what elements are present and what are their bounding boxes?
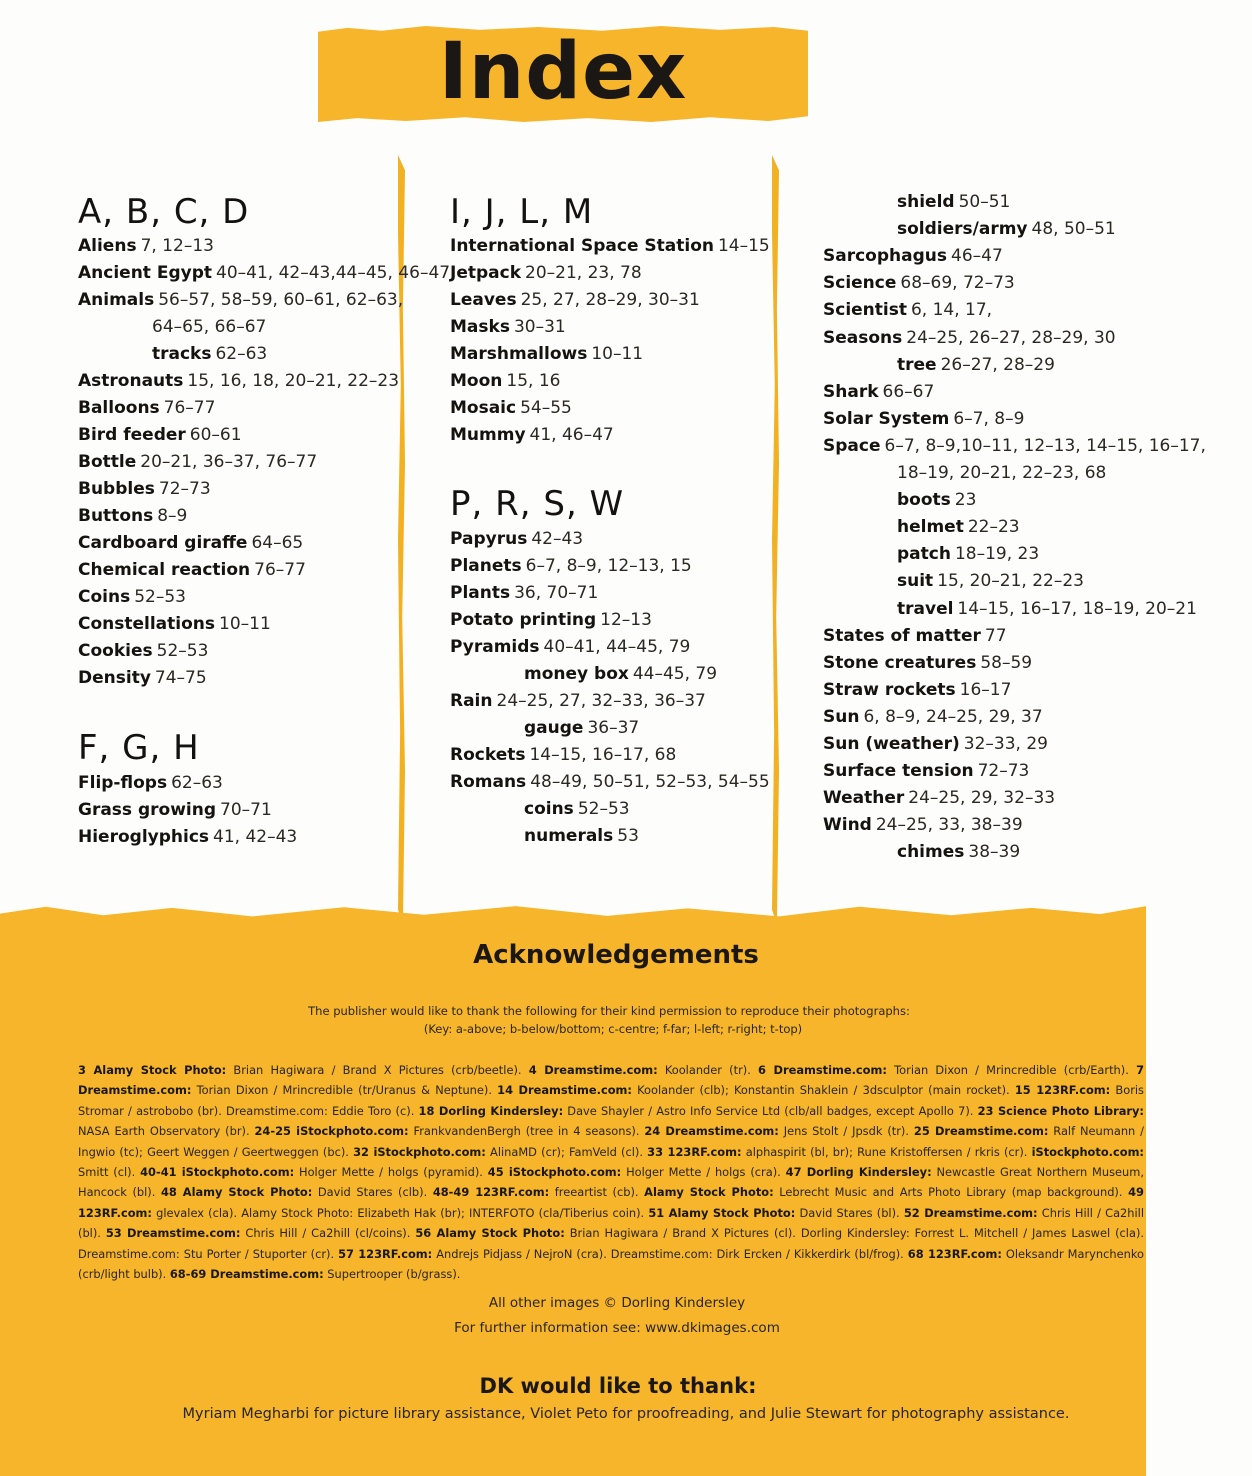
index-subentry [897,488,976,512]
index-page-numbers: 10–11 [219,614,271,634]
credit-source: 3 Alamy Stock Photo: [78,1063,227,1077]
index-term: Rain [450,691,493,711]
index-entry [78,531,303,555]
index-subentry [897,515,1020,539]
index-entry [450,396,572,420]
index-term: Pyramids [450,637,540,657]
index-page-numbers: 68–69, 72–73 [900,273,1015,294]
index-entry [823,651,1032,675]
index-entry [450,261,642,285]
index-page-numbers: 24–25, 26–27, 28–29, 30 [906,327,1116,348]
index-letter-heading: I, J, L, M [450,192,594,232]
index-term: money box [524,664,629,684]
index-term: Coins [78,587,131,607]
index-entry [78,798,272,822]
column-divider-right [772,155,779,925]
credit-source: 51 Alamy Stock Photo: [648,1205,796,1220]
index-entry [78,234,214,258]
index-entry [450,635,690,659]
index-term: Weather [823,788,905,809]
index-term: Shark [823,381,879,402]
index-page-numbers: 20–21, 36–37, 76–77 [140,452,318,472]
index-subentry [897,190,1010,214]
credit-source: 32 iStockphoto.com: [353,1144,486,1159]
credit-detail: Jens Stolt / Jpsdk (tr). [778,1124,914,1139]
credit-source: Alamy Stock Photo: [644,1185,774,1200]
credit-detail: Chris Hill / Ca2hill (bl). [78,1205,1145,1241]
credit-detail: AlinaMD (cr); FamVeld (cl). [485,1144,648,1159]
index-entry [78,771,223,795]
index-term: Masks [450,317,510,337]
credit-source: 23 Science Photo Library: [977,1103,1144,1118]
index-term: chimes [897,842,965,863]
index-page-numbers: 70–71 [220,800,272,820]
index-page-numbers: 18–19, 20–21, 22–23, 68 [897,463,1107,483]
index-term: Animals [78,290,155,310]
index-page-numbers: 72–73 [158,479,211,499]
index-entry [78,666,207,690]
credit-detail: Brian Hagiwara / Brand X Pictures (crb/beetle). [226,1063,529,1077]
credit-detail: alphaspirit (bl, br); Rune Kristoffersen / rkris (cr). [741,1144,1032,1159]
further-info-note: For further information see: www.dkimages.com [454,1320,780,1336]
credit-detail: Dave Shayler / Astro Info Service Ltd (clb/all badges, except Apollo 7). [563,1103,978,1118]
index-page-numbers: 6, 14, 17, [910,300,993,321]
index-entry [78,504,187,528]
index-page-numbers: 18–19, 23 [954,544,1040,565]
index-entry [78,825,297,849]
index-term: Jetpack [450,263,522,283]
credit-source: 24-25 iStockphoto.com: [254,1124,409,1139]
index-term: Cardboard giraffe [78,533,248,553]
index-entry [78,423,242,447]
index-page-numbers: 23 [954,490,977,511]
index-page-numbers: 20–21, 23, 78 [525,263,642,283]
index-page-numbers: 41, 42–43 [213,827,298,847]
index-page-numbers: 40–41, 44–45, 79 [543,637,691,657]
index-entry [450,581,598,605]
index-term: Rockets [450,745,526,765]
index-entry [450,315,566,339]
credit-detail: Torian Dixon / Mrincredible (tr/Uranus & Neptune). [191,1083,498,1098]
index-page-numbers: 32–33, 29 [963,734,1048,754]
index-page-numbers: 58–59 [980,652,1033,673]
index-page-numbers: 30–31 [513,317,566,337]
index-entry [823,380,934,404]
credit-detail: glevalex (cla). Alamy Stock Photo: Elizabeth Hak (br); INTERFOTO (cla/Tiberius coin). [151,1205,649,1220]
index-term: Mummy [450,425,526,445]
index-page-numbers: 10–11 [591,344,644,364]
index-page-numbers: 42–43 [531,529,584,549]
index-term: suit [897,571,934,592]
index-entry [823,407,1024,431]
credit-detail: Boris Stromar / astrobobo (br). Dreamstime.com: Eddie Toro (c). [78,1083,1144,1118]
page-title: Index [438,27,688,117]
index-page-numbers: 64–65 [251,533,304,553]
index-term: Bubbles [78,479,155,499]
index-page-numbers: 22–23 [967,517,1020,538]
index-term: Leaves [450,290,517,310]
index-term: patch [897,544,951,565]
index-entry [823,326,1116,350]
index-term: travel [897,598,954,619]
index-page-numbers: 60–61 [189,425,242,445]
index-page-numbers: 12–13 [600,610,652,630]
index-entry [78,396,215,420]
index-entry [78,558,306,582]
credit-source: 6 Dreamstime.com: [758,1063,887,1077]
credit-source: 24 Dreamstime.com: [644,1124,779,1139]
index-term: Planets [450,556,522,576]
index-term: numerals [524,826,614,846]
index-page-numbers: 38–39 [968,842,1021,863]
index-page-numbers: 62–63 [171,773,223,793]
credit-source: 57 123RF.com: [338,1246,433,1261]
index-term: Wind [823,815,872,836]
index-term: Sun [823,706,860,727]
index-page-numbers: 56–57, 58–59, 60–61, 62–63, [158,290,404,310]
acknowledgements-intro: The publisher would like to thank the following for their kind permission to reproduce their photographs: [308,1004,910,1018]
index-entry [450,608,652,632]
index-entry [450,288,700,312]
index-term: Mosaic [450,398,517,418]
index-entry [78,477,211,501]
credit-source: iStockphoto.com: [1031,1144,1144,1159]
index-term: Density [78,668,151,688]
index-entry [823,786,1055,810]
index-page-numbers: 46–47 [951,246,1003,267]
credit-detail: David Stares (clb). [312,1185,433,1200]
index-term: boots [897,490,951,511]
index-term: Sun (weather) [823,734,960,754]
credit-source: 68-69 Dreamstime.com: [169,1267,324,1282]
index-page-numbers: 48, 50–51 [1031,219,1116,240]
index-page-numbers: 53 [617,826,639,846]
index-term: Science [823,273,897,294]
credit-source: 45 iStockphoto.com: [487,1165,622,1180]
index-term: Chemical reaction [78,560,251,580]
credit-source: 15 123RF.com: [1014,1083,1111,1098]
index-term: International Space Station [450,236,714,256]
index-entry [78,639,208,663]
index-page-numbers: 8–9 [157,506,188,526]
credit-source: 18 Dorling Kindersley: [418,1103,564,1118]
index-subentry [524,824,639,848]
index-page-numbers: 24–25, 33, 38–39 [875,815,1023,836]
index-term: Scientist [823,300,907,321]
index-term: gauge [524,718,584,738]
index-page-numbers: 25, 27, 28–29, 30–31 [520,290,700,310]
index-entry [823,624,1007,648]
index-entry [823,813,1023,837]
index-term: Astronauts [78,371,184,391]
index-entry [823,298,992,322]
index-term: Flip-flops [78,773,168,793]
index-term: Space [823,435,881,456]
index-letter-heading: P, R, S, W [450,484,625,524]
index-entry [823,678,1011,702]
index-entry [450,369,560,393]
index-page-numbers: 76–77 [163,398,216,418]
index-entry [78,612,271,636]
photo-credits [78,1060,1144,1284]
index-entry-continuation [152,315,266,339]
index-entry-continuation [897,461,1106,485]
index-term: Balloons [78,398,160,418]
index-page-numbers: 52–53 [134,587,186,607]
index-term: Aliens [78,236,137,256]
index-entry [450,743,676,767]
credit-detail: Torian Dixon / Mrincredible (crb/Earth). [886,1063,1137,1077]
index-page-numbers: 44–45, 79 [632,664,718,684]
index-page-numbers: 7, 12–13 [140,236,214,256]
other-images-note: All other images © Dorling Kindersley [488,1295,746,1311]
credit-detail: Andrejs Pidjass / NejroN (cra). Dreamstime.com: Dirk Ercken / Kikkerdirk (bl/frog). [432,1246,908,1261]
credit-detail: Holger Mette / holgs (pyramid). [294,1165,488,1180]
index-term: Hieroglyphics [78,827,210,847]
index-page-numbers: 6–7, 8–9, 12–13, 15 [525,556,692,576]
index-entry [450,423,614,447]
index-entry [823,705,1043,729]
index-entry [78,261,450,285]
credit-source: 52 Dreamstime.com: [903,1205,1038,1220]
index-subentry [524,716,639,740]
credit-detail: NASA Earth Observatory (br). [78,1124,255,1139]
dk-thanks-title: DK would like to thank: [479,1374,757,1398]
credit-detail: freeartist (cb). [549,1185,645,1200]
acknowledgements-title: Acknowledgements [473,940,759,970]
index-page-numbers: 36, 70–71 [514,583,599,603]
index-entry [78,369,399,393]
credit-source: 33 123RF.com: [647,1144,742,1159]
credit-detail: Chris Hill / Ca2hill (cl/coins). [240,1226,416,1241]
credit-source: 4 Dreamstime.com: [528,1063,658,1077]
index-subentry [524,662,717,686]
index-term: Constellations [78,614,216,634]
index-page-numbers: 40–41, 42–43,44–45, 46–47 [216,263,451,283]
index-letter-heading: F, G, H [78,728,200,768]
credit-source: 49 123RF.com: [78,1185,1144,1220]
index-page-numbers: 62–63 [215,344,268,364]
index-term: Ancient Egypt [78,263,212,283]
credit-source: 48-49 123RF.com: [432,1185,550,1200]
index-page-numbers: 77 [984,625,1007,646]
index-term: tree [897,354,937,375]
index-subentry [897,569,1084,593]
index-subentry [897,597,1197,621]
index-entry [78,450,317,474]
dk-thanks-text: Myriam Megharbi for picture library assistance, Violet Peto for proofreading, and Julie Stewart for photography assistance. [182,1406,1070,1422]
index-subentry [152,342,267,366]
index-page-numbers: 14–15 [717,236,770,256]
credit-detail: Koolander (clb); Konstantin Shaklein / 3dsculptor (main rocket). [631,1083,1015,1098]
index-term: tracks [152,344,212,364]
index-term: Cookies [78,641,153,661]
index-page-numbers: 41, 46–47 [529,425,614,445]
credit-source: 25 Dreamstime.com: [913,1124,1049,1139]
index-page-numbers: 24–25, 27, 32–33, 36–37 [496,691,706,711]
index-page-numbers: 14–15, 16–17, 68 [529,745,677,765]
credit-detail: Newcastle Great Northern Museum, Hancock (bl). [78,1165,1144,1200]
index-page-numbers: 24–25, 29, 32–33 [908,788,1056,809]
index-page-numbers: 15, 20–21, 22–23 [937,571,1084,592]
index-page-numbers: 76–77 [254,560,306,580]
credit-source: 56 Alamy Stock Photo: [415,1226,565,1241]
index-entry [823,271,1015,295]
index-page-numbers: 54–55 [520,398,572,418]
index-term: Surface tension [823,761,974,782]
index-term: Potato printing [450,610,597,630]
index-entry [823,732,1048,756]
index-entry [450,234,770,258]
index-page-numbers: 72–73 [977,761,1030,782]
credit-source: 40-41 iStockphoto.com: [140,1165,295,1180]
credit-source: 47 Dorling Kindersley: [785,1165,932,1180]
index-entry [78,585,186,609]
credit-detail: Lebrecht Music and Arts Photo Library (map background). [773,1185,1129,1200]
index-page-numbers: 15, 16 [506,371,561,391]
credit-source: 7 Dreamstime.com: [78,1063,1144,1098]
index-entry [823,759,1029,783]
index-subentry [524,797,630,821]
index-entry [823,244,1003,268]
acknowledgements-key: (Key: a-above; b-below/bottom; c-centre; f-far; l-left; r-right; t-top) [423,1022,803,1036]
index-page-numbers: 16–17 [959,679,1012,700]
index-term: Bird feeder [78,425,186,445]
index-term: Seasons [823,327,903,348]
index-term: Sarcophagus [823,246,947,267]
index-page-numbers: 6–7, 8–9 [953,408,1025,429]
index-term: Bottle [78,452,137,472]
index-page-numbers: 6–7, 8–9,10–11, 12–13, 14–15, 16–17, [884,435,1206,456]
index-term: Grass growing [78,800,217,820]
index-page-numbers: 64–65, 66–67 [152,317,267,337]
credit-detail: Brian Hagiwara / Brand X Pictures (cl). Dorling Kindersley: Forrest L. Mitchell / James Laswel (cla). Dreamstime.com: Stu Porter / Stuporter (cr). [78,1226,1145,1261]
index-letter-heading: A, B, C, D [78,192,250,232]
index-page-numbers: 6, 8–9, 24–25, 29, 37 [863,706,1043,727]
index-page-numbers: 15, 16, 18, 20–21, 22–23 [187,371,400,391]
index-subentry [897,353,1055,377]
credit-source: 48 Alamy Stock Photo: [160,1185,313,1200]
credit-source: 68 123RF.com: [907,1246,1002,1261]
index-subentry [897,217,1116,241]
index-term: Moon [450,371,503,391]
index-page-numbers: 74–75 [154,668,207,688]
index-term: helmet [897,517,964,538]
index-term: Stone creatures [823,652,977,673]
index-term: coins [524,799,574,819]
credit-detail: Oleksandr Marynchenko (crb/light bulb). [78,1246,1144,1282]
index-entry [450,527,583,551]
credit-detail: Supertrooper (b/grass). [323,1267,461,1282]
index-entry [450,770,770,794]
index-term: Straw rockets [823,679,956,700]
index-page-numbers: 50–51 [958,192,1011,212]
index-entry [450,554,692,578]
index-term: States of matter [823,625,981,646]
index-term: Solar System [823,408,950,429]
index-page-numbers: 48–49, 50–51, 52–53, 54–55 [530,772,770,792]
credit-detail: FrankvandenBergh (tree in 4 seasons). [408,1124,645,1139]
index-entry [450,342,643,366]
index-term: soldiers/army [897,219,1028,240]
index-entry [823,434,1206,458]
credit-detail: Ralf Neumann / Ingwio (tc); Geert Weggen / Geertweggen (bc). [78,1124,1144,1159]
index-page-numbers: 14–15, 16–17, 18–19, 20–21 [957,598,1197,619]
index-entry [450,689,706,713]
credit-source: 14 Dreamstime.com: [497,1083,632,1098]
index-subentry [897,542,1039,566]
index-page-numbers: 26–27, 28–29 [940,354,1055,375]
credit-detail: Smitt (cl). [78,1165,141,1180]
index-page-numbers: 66–67 [882,381,935,402]
index-page-numbers: 36–37 [587,718,640,738]
index-term: Buttons [78,506,154,526]
index-page-numbers: 52–53 [577,799,630,819]
index-term: Marshmallows [450,344,588,364]
credit-detail: Holger Mette / holgs (cra). [621,1165,786,1180]
index-entry [78,288,403,312]
credit-detail: David Stares (bl). [795,1205,904,1220]
index-term: Romans [450,772,527,792]
index-page-numbers: 52–53 [156,641,209,661]
credit-detail: Koolander (tr). [657,1063,759,1077]
index-term: Papyrus [450,529,528,549]
index-subentry [897,840,1020,864]
index-term: Plants [450,583,511,603]
index-term: shield [897,192,955,212]
credit-source: 53 Dreamstime.com: [105,1226,241,1241]
